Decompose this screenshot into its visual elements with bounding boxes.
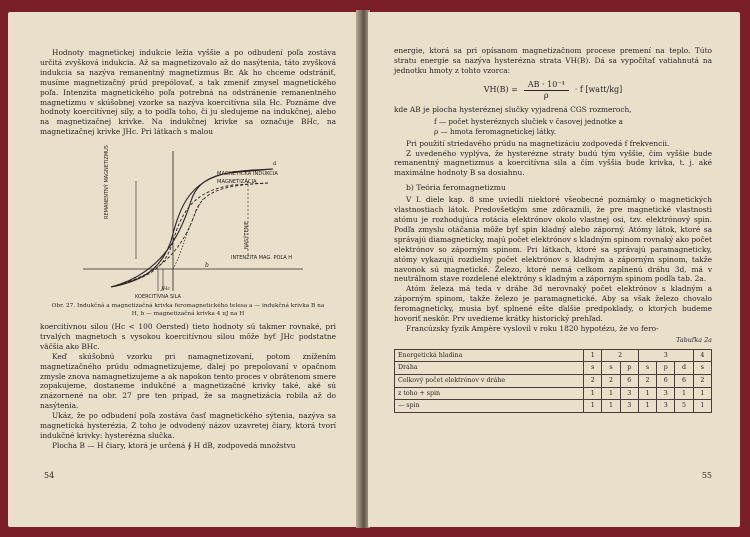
label-magnetization: MAGNETIZÁCIA: [217, 179, 257, 186]
table-cell: 2: [638, 374, 656, 387]
label-curve-a: a: [273, 160, 277, 168]
table-cell: 1: [584, 349, 602, 362]
table-row-head: Celkový počet elektrónov v dráhe: [395, 374, 584, 387]
table-cell: 1: [638, 387, 656, 400]
right-paragraph-6: Atóm železa má teda v dráhe 3d nerovnaký počet elektrónov s kladným a záporným spinom, takže železo je paramagnetické. Aby sa však železo chovalo feromagneticky, musia byť splnené ešte ďalšie predpoklady, o ktorých budeme hovoriť neskôr. Prv uvedieme krátky historický prehľad.: [394, 284, 712, 324]
right-page: [368, 12, 740, 527]
table-cell: 1: [584, 400, 602, 413]
table-row: [395, 387, 712, 400]
table-cell: 3: [638, 349, 693, 362]
table-cell: 6: [620, 374, 638, 387]
table-cell: s: [584, 362, 602, 375]
formula-lhs: VH(B) =: [483, 85, 518, 95]
table-cell: 1: [675, 387, 693, 400]
label-induction: MAGNETICKÁ INDUKCIA: [217, 171, 278, 178]
table-cell: 6: [657, 374, 675, 387]
figure-caption: Obr. 27. Indukčná a magnetizačná krivka feromagnetického telesa a — indukčná krivka B na H, b — magnetizačná krivka 4 πJ na H: [51, 303, 325, 317]
right-paragraph-4: Z uvedeného vyplýva, že hysterézne straty budú tým vyššie, čím vyššie bude remanentný magnetizmus a koercitívna sila a čím vyššia bude krivka, t. j. aké maximálne hodnoty B sa dosiahnu.: [394, 148, 712, 178]
table-cell: p: [657, 362, 675, 375]
right-paragraph-2: kde AB je plocha hysteréznej slučky vyjadrená CGS rozmeroch,: [394, 104, 632, 114]
table-cell: 3: [620, 387, 638, 400]
table-cell: 6: [675, 374, 693, 387]
table-cell: 5: [675, 400, 693, 413]
table-cell: 4: [693, 349, 711, 362]
table-row-head: — spin: [395, 400, 584, 413]
table-row-head: Dráha: [395, 362, 584, 375]
hysteresis-figure: [63, 141, 313, 301]
left-paragraph-1: Hodnoty magnetickej indukcie ležia vyššie a po odbudení poľa zostáva určitá zvyšková indukcia. Až sa magnetizovalo až do nasýtenia, táto zvyšková indukcia sa nazýva remanentný magnetizmus Br. Ak ho chceme odstrániť, musíme magnetizačný prúd prepólovať, a tak zmeniť zmysel magnetického poľa. Intenzita magnetického poľa potrebná na odstránenie remanentného magnetizmu v skúšobnej vzorke sa nazýva koercitívna sila Hc. Poznáme dve hodnoty koercitívnej sily, a to podľa toho, či ju sledujeme na indukčnej, alebo na magnetizačnej krivke. Na indukčnej krivke sa označuje BHc, na magnetizačnej krivke JHc. Pri látkach s malou: [40, 48, 336, 137]
right-paragraph-3: Pri použití striedavého prúdu na magnetizáciu zodpovedá f frekvencii.: [406, 138, 670, 148]
table-cell: 1: [638, 400, 656, 413]
definition-list: [434, 117, 712, 136]
table-row-head: z toho + spin: [395, 387, 584, 400]
label-jhc: JHc: [161, 286, 171, 293]
table-cell: s: [693, 362, 711, 375]
page-number-left: 54: [44, 471, 55, 481]
table-row: [395, 349, 712, 362]
left-paragraph-5: Plocha B — H čiary, ktorá je určená ∮ H dB, zodpovedá množstvu: [52, 440, 296, 450]
left-paragraph-4: Ukáz, že po odbudení poľa zostáva časť magnetického sýtenia, nazýva sa magnetická hysterézia. Z toho je odvodený názov uzavretej čiary, ktorá tvorí indukčné krivky: hysterézna slučka.: [40, 411, 336, 440]
right-paragraph-1: energie, ktorá sa pri opísanom magnetizačnom procese premení na teplo. Túto stratu energie sa nazýva hysterézna strata VH(B). Dá sa vypočítať vatiahnutá na jednotku hmoty z tohto vzorca:: [394, 46, 712, 75]
formula-denominator: ρ: [543, 90, 549, 100]
table-cell: s: [602, 362, 620, 375]
table-cell: 2: [602, 374, 620, 387]
table-cell: 3: [657, 400, 675, 413]
definition-f: f — počet hysteréznych slučiek v časovej jednotke a: [434, 117, 623, 127]
table-cell: 3: [657, 387, 675, 400]
formula-numerator: AB · 10⁻⁴: [524, 80, 569, 91]
label-saturation: NASÝTENIE: [244, 221, 250, 250]
left-page: [8, 12, 358, 527]
table-cell: 1: [693, 400, 711, 413]
label-coercive: KOERCITÍVNA SILA: [135, 294, 181, 301]
formula-rhs: · f [watt/kg]: [574, 85, 623, 95]
table-cell: 3: [620, 400, 638, 413]
table-cell: 1: [584, 387, 602, 400]
table-caption: Tabuľka 2a: [676, 335, 712, 344]
formula-fraction: [524, 80, 569, 101]
table-cell: 1: [693, 387, 711, 400]
table-row: [395, 362, 712, 375]
right-paragraph-7: Francúzsky fyzik Ampère vyslovil v roku 1820 hypotézu, že vo fero-: [406, 323, 659, 333]
left-paragraph-3: Keď skúšobnú vzorku pri namagnetizovaní, potom znížením magnetizačného prúdu odmagnetizujeme, ďalej po prepolovaní v opačnom zmysle znova namagnetizujeme a ak napokon tento proces v obrátenom smere zopakujeme, dostaneme indukčné a magnetizačné krivky také, aké sú znázornené na obr. 27 pre ten prípad, že sa magnetizácia robila až do nasýtenia.: [40, 351, 336, 411]
definition-rho: ρ — hmota feromagnetickej látky.: [434, 127, 557, 137]
label-intensity: INTENZITA MAG. POĽA H: [231, 255, 293, 262]
table-cell: p: [620, 362, 638, 375]
label-remanent: REMANENTNÝ MAGNETIZMUS: [104, 145, 110, 220]
left-paragraph-2: koercitívnou silou (Hc < 100 Oersted) tieto hodnoty sú takmer rovnaké, pri trvalých magnetoch s vysokou koercitívnou silou môže byť JHc podstatne väčšia ako BHc.: [40, 321, 336, 351]
table-cell: s: [638, 362, 656, 375]
section-heading: b) Teória feromagnetizmu: [406, 183, 506, 193]
right-paragraph-5: V I. diele kap. 8 sme uviedli niektoré všeobecné poznámky o magnetických vlastnostiach látok. Predovšetkým sme zdôraznili, že pre magnetické vlastnosti atómu je rozhodujúca rotácia elektrónov okolo vlastnej osi, tzv. elektrónový spin. Podľa zmyslu otáčania môže byť spin kladný alebo záporný. Atómy látok, ktoré sa správajú diamagneticky, majú počet elektrónov s kladným spinom rovnaký ako počet elektrónov so záporným spinom. Pri látkach, ktoré sa správajú paramagneticky, atómy vykazujú rozdielny počet elektrónov s kladným a záporným spinom, takže navonok sú magnetické. Železo, ktoré nemá celkom zaplnenú dráhu 3d, má v neutrálnom stave rozdelené elektróny s kladným a záporným spinom podľa tab. 2a.: [394, 195, 712, 284]
table-cell: d: [675, 362, 693, 375]
table-cell: 2: [602, 349, 639, 362]
electron-table: [394, 349, 712, 413]
hysteresis-loss-formula: [394, 80, 712, 101]
table-cell: 2: [693, 374, 711, 387]
table-cell: 1: [602, 387, 620, 400]
table-cell: 1: [602, 400, 620, 413]
table-row: [395, 400, 712, 413]
table-row: [395, 374, 712, 387]
label-curve-b: b: [205, 262, 209, 270]
page-number-right: 55: [701, 471, 712, 481]
table-cell: 2: [584, 374, 602, 387]
table-row-head: Energetická hladina: [395, 349, 584, 362]
